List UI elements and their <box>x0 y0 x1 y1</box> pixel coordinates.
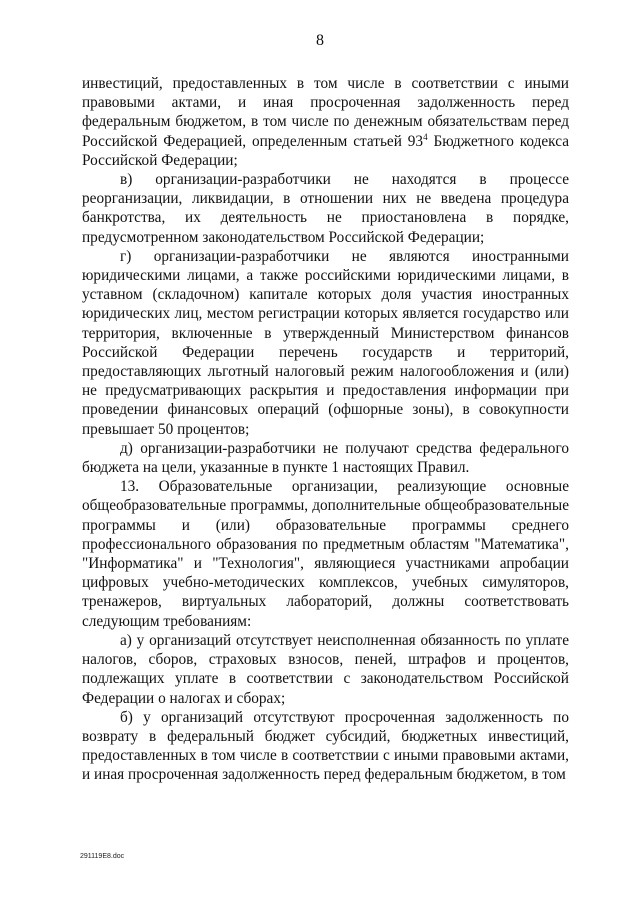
document-file-code: 291119E8.doc <box>80 853 125 860</box>
paragraph-item-b: б) у организаций отсутствуют просроченная задолженность по возврату в федеральный бюджет субсидий, бюджетных инвестиций, предоставленных в том числе в соответствии с иными правовыми актами, и иная просроченная задолженность перед федеральным бюджетом, в том <box>82 708 569 784</box>
paragraph-continuation <box>82 74 569 170</box>
article-superscript: 4 <box>423 131 428 142</box>
paragraph-item-a: а) у организаций отсутствует неисполненная обязанность по уплате налогов, сборов, страховых взносов, пеней, штрафов и процентов, подлежащих уплате в соответствии с законодательством Российской Федерации о налогах и сборах; <box>82 631 569 707</box>
paragraph-item-g: г) организации-разработчики не являются иностранными юридическими лицами, а также российскими юридическими лицами, в уставном (складочном) капитале которых доля участия иностранных юридических лиц, местом регистрации которых является государство или территория, включенные в утвержденный Министерством финансов Российской Федерации перечень государств и территорий, предоставляющих льготный налоговый режим налогообложения и (или) не предусматривающих раскрытия и предоставления информации при проведении финансовых операций (офшорные зоны), в совокупности превышает 50 процентов; <box>82 247 569 438</box>
paragraph-item-v: в) организации-разработчики не находятся в процессе реорганизации, ликвидации, в отношении них не введена процедура банкротства, их деятельность не приостановлена в порядке, предусмотренном законодательством Российской Федерации; <box>82 171 569 246</box>
paragraph-item-d: д) организации-разработчики не получают средства федерального бюджета на цели, указанные в пункте 1 настоящих Правил. <box>82 439 569 477</box>
paragraph-text: инвестиций, предоставленных в том числе в соответствии с иными правовыми актами, и иная просроченная задолженность перед федеральным бюджетом, в том числе по денежным обязательствам перед Российской Федерацией, определенным статьей 93 <box>82 75 569 150</box>
page-number: 8 <box>316 32 324 49</box>
paragraph-section-13: 13. Образовательные организации, реализующие основные общеобразовательные программы, дополнительные общеобразовательные программы и (или) образовательные программы среднего профессионального образования по предметным областям "Математика", "Информатика" и "Технология", являющиеся участниками апробации цифровых учебно-методических комплексов, учебных симуляторов, тренажеров, виртуальных лабораторий, должны соответствовать следующим требованиям: <box>82 478 569 630</box>
document-body <box>82 74 569 785</box>
paragraph-text-tail: Бюджетного кодекса Российской Федерации; <box>82 132 569 169</box>
